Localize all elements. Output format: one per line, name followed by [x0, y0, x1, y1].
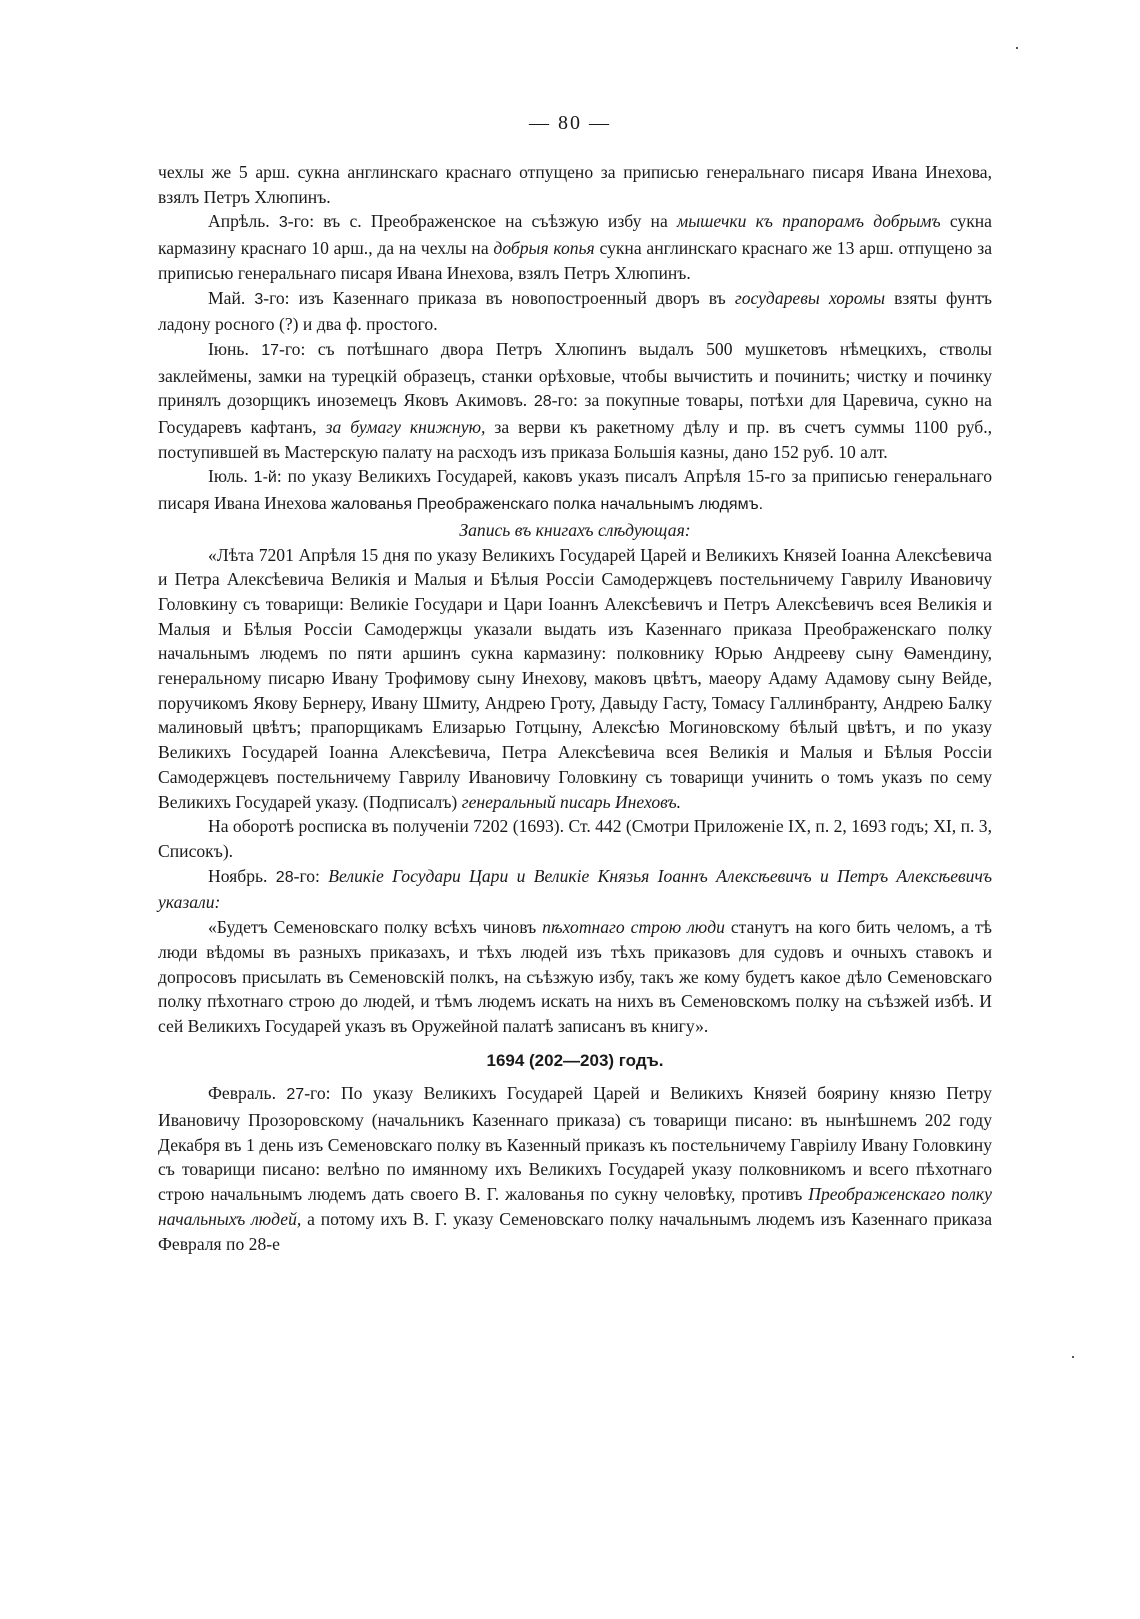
text-run: «Лѣта 7201 Апрѣля 15 дня по указу Великихъ Государей Царей и Великихъ Князей Іоанна Алексѣевича и Петра Алексѣевича Великія и Малыя и Бѣлыя Россіи Самодержцевъ постельничему Гаврилу Ивановичу Головкину съ товарищи: Великіе Государи и Цари Іоаннъ Алексѣевичъ и Петръ Алексѣевичъ всея Великія и Малыя и Бѣлыя Россіи Самодержцы указали выдать изъ Казеннаго приказа Преображенскаго полку начальнымъ людемъ по пяти аршинъ сукна кармазину: полковнику Юрью Андрееву сыну Ѳамендину, генеральному писарю Ивану Трофимову сыну Инехову, маковъ цвѣтъ, маеору Адаму Адамову сыну Вейде, поручикомъ Якову Бернеру, Ивану Шмиту, Андрею Гроту, Давыду Гасту, Томасу Галлинбранту, Андрею Балку малиновый цвѣтъ; прапорщикамъ Елизарью Готцыну, Алексѣю Могиновскому бѣлый цвѣтъ, и по указу Великихъ Государей Іоанна Алексѣевича, Петра Алексѣевича всея Великія и Малыя и Бѣлыя Россіи Самодержцевъ постельничему Гаврилу Ивановичу Головкину съ товарищи учинить о томъ указъ по сему Великихъ Государей указу. (Подписалъ) [158, 544, 992, 812]
text-run: 1694 (202—203) годъ. [486, 1050, 664, 1070]
italic-text: мышечки къ прапорамъ добрымъ [676, 211, 941, 232]
paragraph [158, 464, 992, 517]
paragraph [158, 209, 992, 285]
text-run: На оборотѣ росписка въ полученіи 7202 (1693). Ст. 442 (Смотри Приложеніе IX, п. 2, 1693 годъ; XI, п. 3, Списокъ). [158, 816, 992, 861]
italic-text: пѣхотнаго строю люди [542, 917, 725, 938]
text-run: Іюнь. [208, 338, 262, 359]
section-heading [158, 1049, 992, 1074]
text-run: Ноябрь. [208, 865, 276, 886]
text-run: Іюль. [208, 466, 254, 487]
italic-text: Великіе Государи Цари и Великіе Князья Іоаннъ Алексѣевичъ и Петръ Алексѣевичъ указали: [158, 865, 992, 913]
scan-speck [1072, 1356, 1074, 1358]
bold-text: 27 [286, 1086, 305, 1104]
text-run: сукна кармазину краснаго 10 арш., да на чехлы на [158, 211, 992, 259]
text-run: станутъ на кого бить челомъ, а тѣ люди вѣдомы въ разныхъ приказахъ, и тѣхъ людей изъ тѣхъ приказовъ для судовъ и очныхъ ставокъ и допросовъ присылать въ Семеновскій полкъ, на съѣзжую избу, такъ же кому будетъ какое дѣло Семеновскаго полку пѣхотнаго строю до людей, и тѣмъ людемъ искать на нихъ въ Семеновскомъ полку на съѣзжей избѣ. И сей Великихъ Государей указъ въ Оружейной палатѣ записанъ въ книгу». [158, 917, 992, 1036]
page-number: — 80 — [529, 112, 611, 134]
text-run: Апрѣль. [208, 211, 279, 232]
italic-text: генеральный писарь Инеховъ. [461, 791, 682, 812]
scan-speck [1016, 47, 1018, 49]
text-run: взяты фунтъ ладону росного (?) и два ф. простого. [158, 287, 992, 335]
text-run: -го: изъ Казеннаго приказа въ новопостроенный дворъ въ [263, 287, 735, 308]
text-run: а потому ихъ В. Г. указу Семеновскаго полку начальнымъ людемъ изъ Казеннаго приказа Февраля по 28-е [158, 1208, 992, 1254]
bold-text: 17 [261, 341, 280, 359]
document-body [158, 160, 992, 1256]
text-run: Февраль. [208, 1083, 287, 1104]
paragraph [158, 1081, 992, 1256]
paragraph [158, 864, 992, 915]
paragraph [158, 337, 992, 465]
paragraph [158, 518, 992, 543]
italic-text: государевы хоромы [734, 287, 886, 308]
paragraph [158, 814, 992, 863]
bold-text: 3 [254, 290, 264, 308]
text-run: : по указу Великихъ Государей, каковъ указъ писалъ Апрѣля 15-го за приписью генеральнаго писаря Ивана Инехова [158, 466, 992, 514]
italic-text: Запись въ книгахъ слѣдующая: [459, 519, 691, 540]
text-run: сукна англинскаго краснаго же 13 арш. отпущено за приписью генеральнаго писаря Ивана Инехова, взялъ Петръ Хлюпинъ. [158, 238, 993, 283]
text-run: «Будетъ Семеновскаго полку всѣхъ чиновъ [208, 917, 543, 938]
bold-text: жалованья Преображенскаго полка начальнымъ людямъ. [331, 496, 764, 514]
text-run: -го: По указу Великихъ Государей Царей и Великихъ Князей боярину князю Петру Ивановичу Прозоровскому (начальникъ Казеннаго приказа) съ товарищи писано: въ нынѣшнемъ 202 году Декабря въ 1 день изъ Семеновскаго полку въ Казенный приказъ къ постельничему Гавріилу Ивану Головкину съ товарищи писано: велѣно по имянному ихъ Великихъ Государей указу полковникомъ и всего пѣхотнаго строю начальнымъ людемъ дать своего В. Г. жалованья по сукну человѣку, противъ [158, 1083, 992, 1205]
bold-text: 28 [275, 868, 294, 886]
paragraph [158, 286, 992, 337]
bold-text: 3 [278, 214, 288, 232]
text-run: -го: въ с. Преображенское на съѣзжую избу на [287, 211, 677, 232]
paragraph [158, 160, 992, 209]
paragraph [158, 915, 992, 1039]
bold-text: 1-й [253, 469, 277, 487]
paragraph [158, 543, 992, 815]
italic-text: Преображенскаго полку начальныхъ людей, [158, 1184, 992, 1229]
text-run: -го: [293, 865, 329, 886]
italic-text: добрыя копья [493, 238, 595, 259]
text-run: -го: съ потѣшнаго двора Петръ Хлюпинъ выдалъ 500 мушкетовъ нѣмецкихъ, стволы заклеймены, замки на турецкій образецъ, станки орѣховые, чтобы вычистить и починить; чистку и починку принялъ дозорщикъ иноземецъ Яковъ Акимовъ. [158, 338, 992, 411]
text-run: за верви къ ракетному дѣлу и пр. въ счетъ суммы 1100 руб., поступившей въ Мастерскую палату на расходъ изъ приказа Большія казны, дано 152 руб. 10 алт. [158, 417, 992, 462]
text-run: чехлы же 5 арш. сукна англинскаго краснаго отпущено за приписью генеральнаго писаря Ивана Инехова, взялъ Петръ Хлюпинъ. [158, 162, 992, 207]
italic-text: за бумагу книжную, [325, 417, 486, 438]
text-run: -го: за покупные товары, потѣхи для Царевича, сукно на Государевъ кафтанъ, [158, 390, 992, 438]
bold-text: 28 [533, 393, 552, 411]
text-run: Май. [208, 287, 255, 308]
